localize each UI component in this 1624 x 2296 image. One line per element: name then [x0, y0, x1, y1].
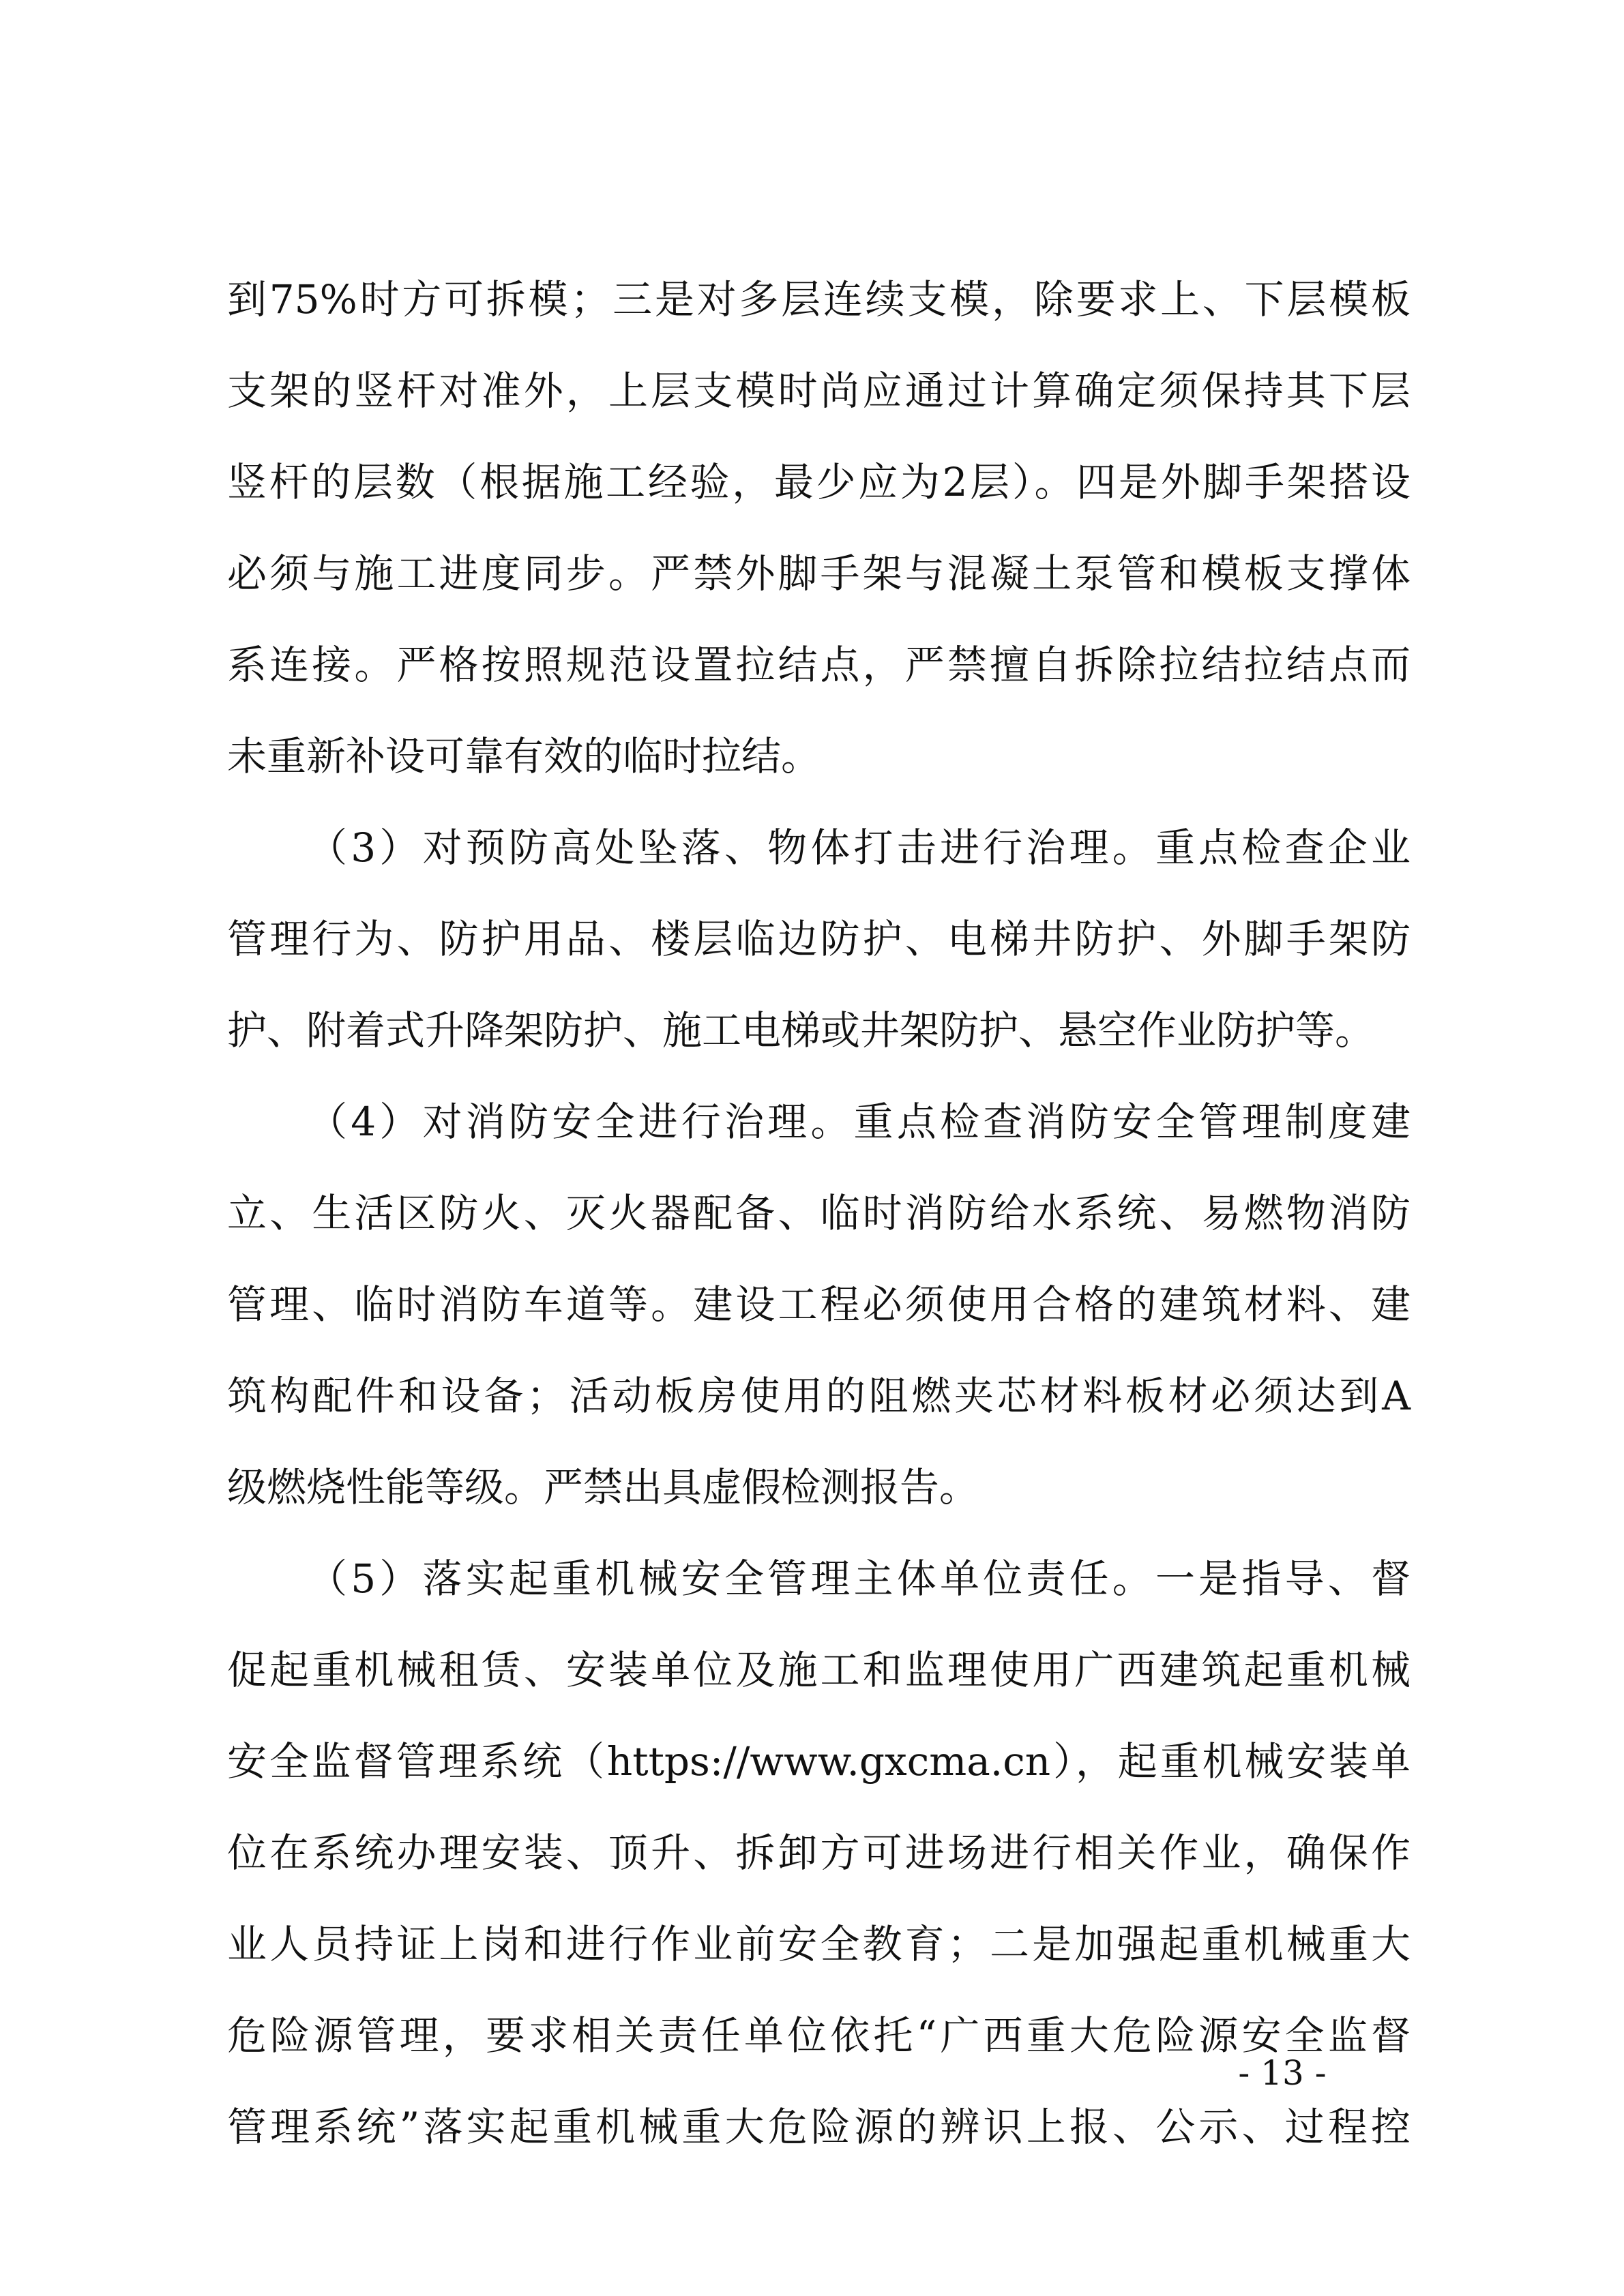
- text-line: 必须与施工进度同步。严禁外脚手架与混凝土泵管和模板支撑体: [227, 550, 1411, 597]
- text-line: 管理行为、防护用品、楼层临边防护、电梯井防护、外脚手架防: [227, 916, 1411, 962]
- text-line: 级燃烧性能等级。严禁出具虚假检测报告。: [227, 1464, 979, 1510]
- text-line: 业人员持证上岗和进行作业前安全教育；二是加强起重机械重大: [227, 1921, 1411, 1967]
- text-line: 支架的竖杆对准外，上层支模时尚应通过计算确定须保持其下层: [227, 368, 1411, 414]
- text-line: 管理系统”落实起重机械重大危险源的辨识上报、公示、过程控: [227, 2104, 1411, 2150]
- text-line: 到75%时方可拆模；三是对多层连续支模，除要求上、下层模板: [227, 276, 1411, 323]
- text-line: 管理、临时消防车道等。建设工程必须使用合格的建筑材料、建: [227, 1281, 1411, 1328]
- page-number: - 13 -: [1238, 2053, 1327, 2093]
- paragraph-heading-5: （5）落实起重机械安全管理主体单位责任。一是指导、督: [308, 1555, 1411, 1602]
- text-line: 竖杆的层数（根据施工经验，最少应为2层）。四是外脚手架搭设: [227, 459, 1411, 505]
- text-line: 安全监督管理系统（https://www.gxcma.cn），起重机械安装单: [227, 1738, 1411, 1785]
- text-line: 立、生活区防火、灭火器配备、临时消防给水系统、易燃物消防: [227, 1190, 1411, 1236]
- paragraph-heading-4: （4）对消防安全进行治理。重点检查消防安全管理制度建: [308, 1099, 1411, 1145]
- paragraph-heading-3: （3）对预防高处坠落、物体打击进行治理。重点检查企业: [308, 824, 1411, 871]
- body-text: [227, 254, 1411, 2173]
- text-line: 护、附着式升降架防护、施工电梯或井架防护、悬空作业防护等。: [227, 1007, 1375, 1054]
- text-line: 位在系统办理安装、顶升、拆卸方可进场进行相关作业，确保作: [227, 1830, 1411, 1876]
- text-line: 未重新补设可靠有效的临时拉结。: [227, 733, 821, 779]
- text-line: 系连接。严格按照规范设置拉结点，严禁擅自拆除拉结拉结点而: [227, 642, 1411, 688]
- text-line: 促起重机械租赁、安装单位及施工和监理使用广西建筑起重机械: [227, 1647, 1411, 1693]
- text-line: 危险源管理，要求相关责任单位依托“广西重大危险源安全监督: [227, 2012, 1411, 2059]
- text-line: 筑构配件和设备；活动板房使用的阻燃夹芯材料板材必须达到A: [227, 1373, 1411, 1419]
